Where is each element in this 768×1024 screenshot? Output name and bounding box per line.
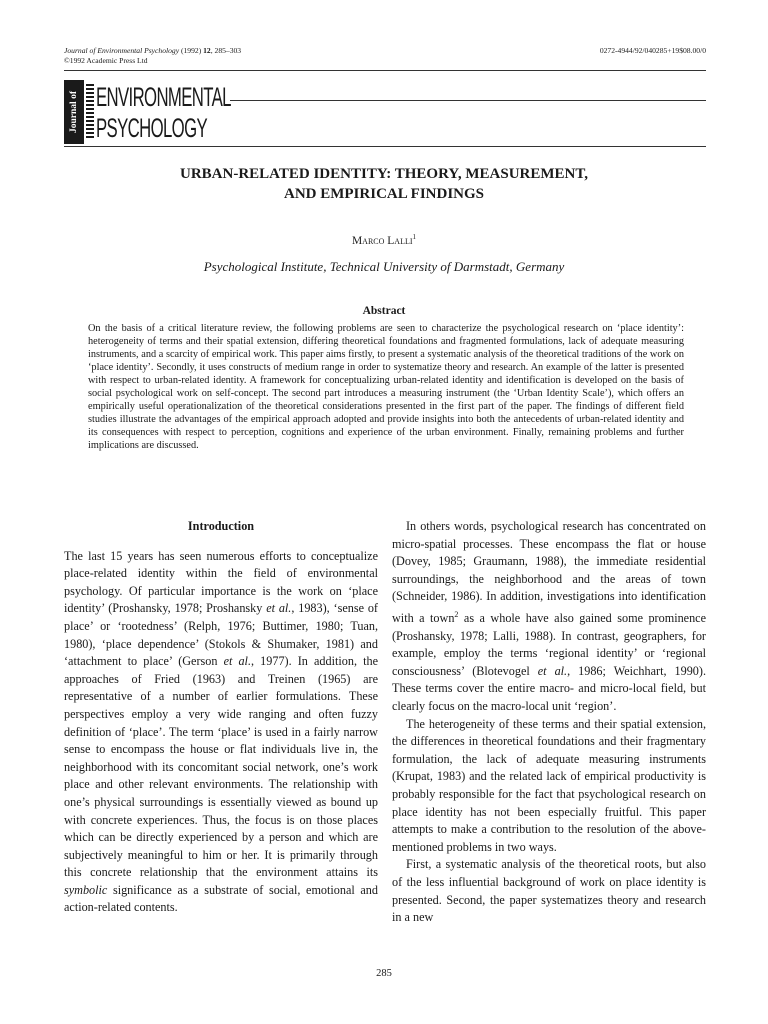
footnote-mark: 2: [454, 609, 459, 619]
logo-journal-of-strip: [64, 80, 84, 144]
right-paragraph-3: First, a systematic analysis of the theoretical roots, but also of the less influential background of work on place identity is presented. Second, the paper systematizes theory and research in a new: [392, 857, 706, 925]
journal-year: (1992): [179, 46, 204, 55]
text-run: In others words, psychological research has concentrated on micro-spatial processes. These encompass the flat or house (Dovey, 1985; Graumann, 1988), the immediate residential surroundings, the neighborhood and the areas of town (Schneider, 1986). In addition, investigations into identification with a town: [392, 519, 706, 626]
text-run-italic: et al.: [266, 601, 292, 616]
introduction-heading: Introduction: [187, 519, 255, 533]
right-column: [392, 518, 706, 927]
logo-word-environmental: ENVIRONMENTAL: [96, 82, 231, 112]
text-run: , 1977). In addition, the approaches of Fried (1963) and Treinen (1965) are representative of a number of earlier formulations. These perspectives employ a very wide ranging and often fuzzy definition of ‘place’. The term ‘place’ is used in a fairly narrow sense to encompass the house or flat individuals live in, the neighborhood with its concomitant social network, one’s work place and other relevant environments. The relationship with one’s physical surroundings is essentially viewed as bound up with concrete experiences. Thus, the focus is on those places which can be directly experienced by a person and which are subjectively meaningful to him or her. It is primarily through this concrete relationship that the environment attains its: [64, 654, 378, 880]
text-run: , 1983), ‘sense of place’ or ‘rootedness’ (Relph, 1976; Buttimer, 1980; Tuan, 1980), ‘place dependence’ (Stokols & Shumaker, 1981) and ‘attachment to place’ (Gerson: [64, 601, 378, 669]
left-column: [64, 518, 378, 917]
author-footnote-mark: 1: [412, 233, 417, 241]
abstract-text: On the basis of a critical literature review, the following problems are seen to characterize the psychological research on ‘place identity’: heterogeneity of terms and their spatial extension, differing theoretical foundations and fragmented formulations, lack of adequate measuring instruments, and a scarcity of empirical work. This paper aims firstly, to present a systematic analysis of the theoretical traditions of the work on ‘place identity’. Secondly, it uses constructs of medium range in order to systematize theory and research. An example of the latter is presented with respect to urban-related identity. A framework for conceptualizing urban-related identity and identification is developed on the basis of social psychological work on self-concept. The second part introduces a measuring instrument (the ‘Urban Identity Scale’), which offers an empirically useful operationalization of the theoretical considerations presented in the first part of the paper. The findings of different field studies illustrate the advantages of the empirical approach adopted and provide insights into both the antecedents of urban-related identity and its consequences with respect to perception, cognitions and experience of the urban environment. Finally, remaining problems and further implications are discussed.: [88, 323, 684, 451]
header-rule: [64, 70, 706, 71]
text-run: The last 15 years has seen numerous efforts to conceptualize place-related identity within the field of environmental psychology. Of particular importance is the work on ‘place identity’ (Proshansky, 1978; Proshansky: [64, 548, 378, 616]
author-name: Marco Lalli: [351, 234, 413, 247]
right-paragraph-2: The heterogeneity of these terms and their spatial extension, the differences in theoretical foundations and their fragmentary formulation, the lack of adequate measuring instruments (Krupat, 1983) and the related lack of empirical productivity is probably responsible for the fact that psychological research on place identity has not been especially fruitful. This paper attempts to make a contribution to the resolution of the above-mentioned problems in two ways.: [392, 716, 706, 854]
abstract-heading: Abstract: [362, 305, 406, 317]
right-paragraph-1: [392, 518, 706, 716]
journal-volume: 12: [203, 46, 211, 55]
logo-bars: [86, 84, 94, 140]
text-run-italic: et al.: [223, 654, 251, 669]
text-run: , 1986; Weichhart, 1990). These terms cover the entire macro- and micro-local field, but clearly focus on the macro-local unit ‘region’.: [392, 663, 706, 713]
title-line-1: URBAN-RELATED IDENTITY: THEORY, MEASUREMENT,: [179, 166, 589, 182]
text-run: significance as a substrate of social, emotional and action-related contents.: [64, 882, 378, 915]
journal-name: Journal of Environmental Psychology: [64, 46, 180, 55]
journal-pages: , 285–303: [210, 46, 242, 55]
text-run: as a whole have also gained some prominence (Proshansky, 1978; Lalli, 1988). In contrast, geographers, for example, employ the terms ‘regional identity’ or ‘regional consciousness’ (Blotevogel: [392, 611, 706, 678]
journal-citation: [64, 46, 241, 66]
text-run-italic: et al.: [537, 663, 568, 678]
article-code: 0272-4944/92/040285+19$08.00/0: [599, 46, 706, 55]
logo-rule-bottom: [64, 146, 706, 147]
left-paragraph-1: [64, 548, 378, 917]
copyright-line: ©1992 Academic Press Ltd: [64, 56, 148, 65]
author: [0, 233, 768, 247]
page-number: 285: [376, 968, 392, 979]
logo-word-psychology: PSYCHOLOGY: [96, 113, 208, 143]
text-run-italic: symbolic: [64, 882, 108, 897]
article-title: [0, 164, 768, 204]
title-line-2: AND EMPIRICAL FINDINGS: [283, 186, 485, 202]
journal-logo: [64, 80, 231, 144]
logo-small-text: Journal of: [69, 91, 79, 133]
affiliation: Psychological Institute, Technical University of Darmstadt, Germany: [203, 259, 565, 274]
logo-rule: [230, 100, 706, 101]
